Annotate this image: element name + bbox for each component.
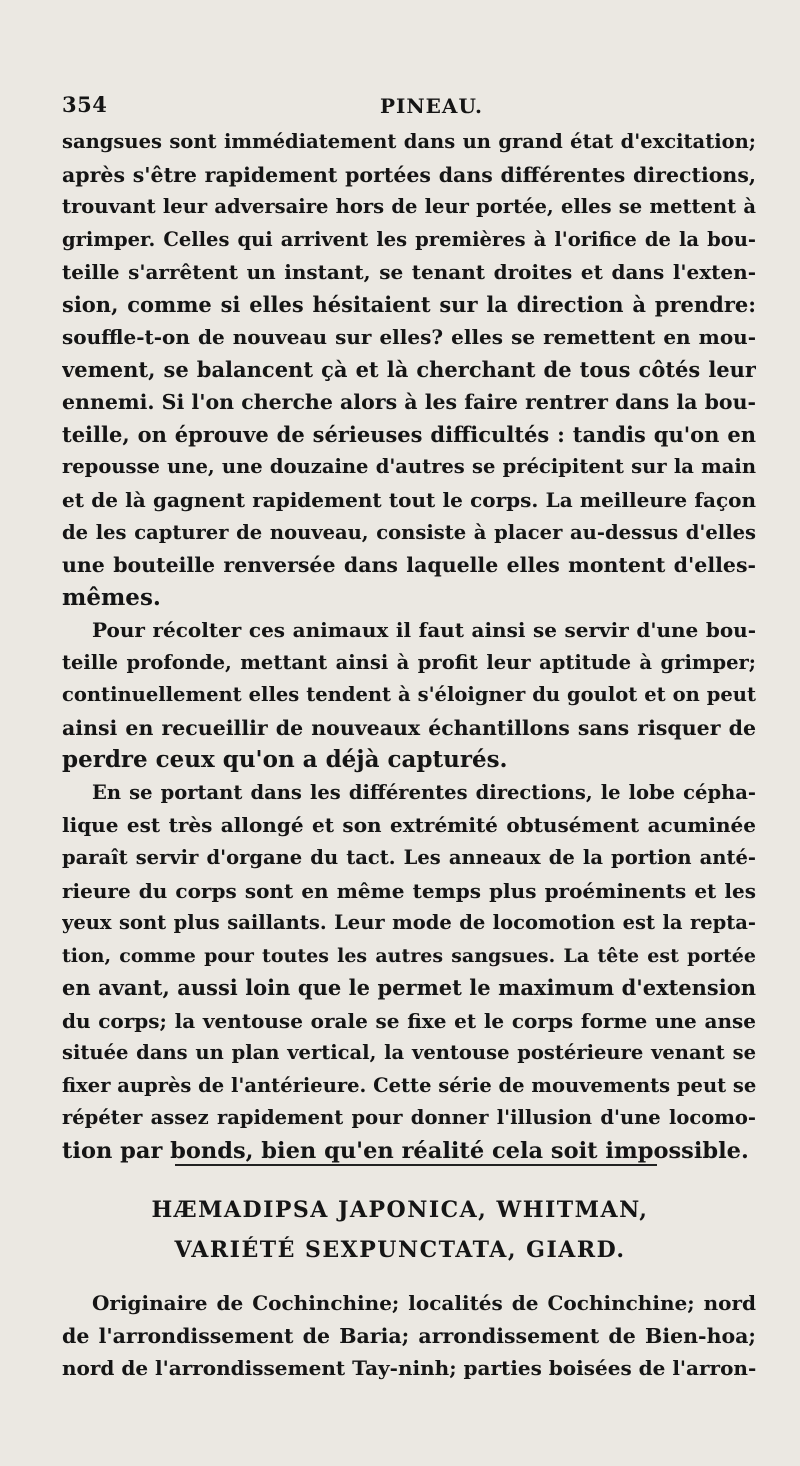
paragraph-start-line: Pour récolter ces animaux il faut ainsi se servir d'une bou- <box>92 618 756 643</box>
text-line: tion par bonds, bien qu'en réalité cela soit impossible. <box>62 1137 749 1164</box>
section-subtitle: VARIÉTÉ SEXPUNCTATA, GIARD. <box>174 1237 626 1263</box>
text-line: lique est très allongé et son extrémité obtusément acuminée <box>62 813 756 838</box>
text-line: après s'être rapidement portées dans différentes directions, <box>62 162 756 187</box>
text-line: de les capturer de nouveau, consiste à placer au-dessus d'elles <box>62 520 756 544</box>
text-line: et de là gagnent rapidement tout le corps. La meilleure façon <box>62 488 756 513</box>
text-line: mêmes. <box>62 583 161 611</box>
text-line: ainsi en recueillir de nouveaux échantillons sans risquer de <box>62 715 756 740</box>
text-line: ennemi. Si l'on cherche alors à les faire rentrer dans la bou- <box>62 390 756 415</box>
text-line: nord de l'arrondissement Tay-ninh; parties boisées de l'arron- <box>62 1356 756 1381</box>
section-title: HÆMADIPSA JAPONICA, WHITMAN, <box>151 1197 649 1223</box>
text-line: sangsues sont immédiatement dans un grand état d'excitation; <box>62 130 756 153</box>
text-line: perdre ceux qu'on a déjà capturés. <box>62 746 508 774</box>
text-line: tion, comme pour toutes les autres sangsues. La tête est portée <box>62 944 756 967</box>
text-line: de l'arrondissement de Baria; arrondissement de Bien-hoa; <box>62 1323 756 1348</box>
text-line: paraît servir d'organe du tact. Les anneaux de la portion anté- <box>62 846 756 870</box>
text-line: en avant, aussi loin que le permet le maximum d'extension <box>62 975 756 1001</box>
text-line: teille profonde, mettant ainsi à profit leur aptitude à grimper; <box>62 650 756 674</box>
paragraph-start-line: Originaire de Cochinchine; localités de Cochinchine; nord <box>92 1291 756 1315</box>
text-line: située dans un plan vertical, la ventouse postérieure venant se <box>62 1041 756 1065</box>
text-line: répéter assez rapidement pour donner l'illusion d'une locomo- <box>62 1106 756 1130</box>
paragraph-start-line: En se portant dans les différentes directions, le lobe cépha- <box>92 780 756 804</box>
text-line: trouvant leur adversaire hors de leur portée, elles se mettent à <box>62 195 756 219</box>
text-line: une bouteille renversée dans laquelle elles montent d'elles- <box>62 553 756 578</box>
body-text <box>62 126 756 1168</box>
text-line: repousse une, une douzaine d'autres se précipitent sur la main <box>62 455 756 479</box>
text-line: yeux sont plus saillants. Leur mode de locomotion est la repta- <box>62 911 756 935</box>
running-head: PINEAU. <box>380 94 484 118</box>
text-line: continuellement elles tendent à s'éloigner du goulot et on peut <box>62 683 756 707</box>
text-line: souffle-t-on de nouveau sur elles? elles se remettent en mou- <box>62 325 756 350</box>
section-separator-rule <box>175 1164 657 1166</box>
text-line: rieure du corps sont en même temps plus proéminents et les <box>62 878 756 903</box>
text-line: vement, se balancent çà et là cherchant de tous côtés leur <box>62 356 756 382</box>
text-line: teille, on éprouve de sérieuses difficultés : tandis qu'on en <box>62 421 756 447</box>
section-text <box>62 1287 756 1385</box>
text-line: du corps; la ventouse orale se fixe et le corps forme une anse <box>62 1008 756 1033</box>
text-line: grimper. Celles qui arrivent les premières à l'orifice de la bou- <box>62 227 756 251</box>
page-number: 354 <box>62 92 108 117</box>
text-line: teille s'arrêtent un instant, se tenant droites et dans l'exten- <box>62 260 756 285</box>
text-line: sion, comme si elles hésitaient sur la direction à prendre: <box>62 291 756 317</box>
text-line: fixer auprès de l'antérieure. Cette série de mouvements peut se <box>62 1073 756 1097</box>
